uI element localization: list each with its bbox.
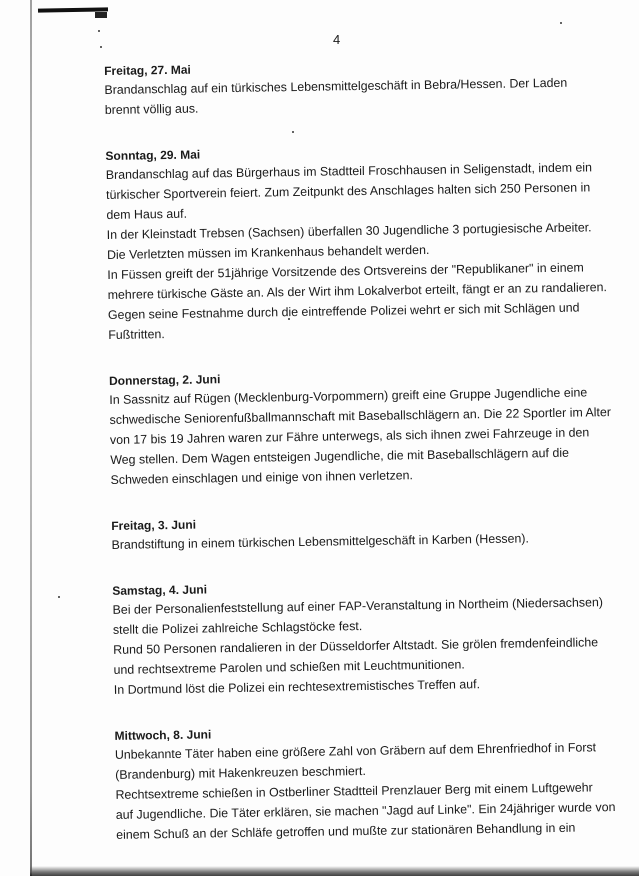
entry-5 (114, 719, 616, 845)
entry-text-line: brennt völlig aus. (104, 101, 199, 117)
entry-text-line: (Brandenburg) mit Hakenkreuzen beschmiert. (115, 763, 366, 782)
entry-4 (112, 574, 604, 700)
entry-text-line: Brandanschlag auf ein türkisches Lebensmittelgeschäft in Bebra/Hessen. Der Laden (104, 75, 568, 97)
entry-text-line: Weg stellen. Dem Wagen entsteigen Jugendliche, die mit Baseballschlägern auf die (110, 445, 570, 467)
entry-date: Donnerstag, 2. Juni (108, 372, 221, 388)
entry-text-line: von 17 bis 19 Jahren waren zur Fähre unterwegs, als sich ihnen zwei Fahrzeuge in den (109, 425, 590, 447)
scan-speck (560, 22, 562, 24)
entry-text-line: dem Haus auf. (106, 206, 188, 222)
entry-text-line: türkischer Sportverein feiert. Zum Zeitpunkt des Anschlages halten sich 250 Personen in (105, 180, 591, 202)
entry-text-line: Fußtritten. (108, 327, 165, 342)
document-body (104, 54, 616, 872)
page-edge-shadow (30, 0, 32, 876)
entry-text-line: Brandstiftung in einem türkischen Lebensmittelgeschäft in Karben (Hessen). (111, 531, 530, 552)
entry-text-line: Rund 50 Personen randalieren in der Düsseldorfer Altstadt. Sie grölen fremdenfeindliche (113, 635, 599, 657)
entry-text-line: mehrere türkische Gäste an. Als der Wirt ihm Lokalverbot erteilt, fängt er an zu randalieren. (107, 280, 608, 302)
scan-speck (58, 596, 60, 598)
entry-text-line: Gegen seine Festnahme durch die eintreffende Polizei wehrt er sich mit Schlägen und (107, 300, 580, 322)
entry-1 (105, 139, 608, 345)
entry-text-line: Unbekannte Täter haben eine größere Zahl von Gräbern auf dem Ehrenfriedhof in Forst (114, 740, 597, 762)
entry-text-line: Rechtsextreme schießen in Ostberliner Stadtteil Prenzlauer Berg mit einem Luftgewehr (115, 780, 593, 802)
entry-3 (111, 509, 602, 555)
entry-text-line: stellt die Polizei zahlreiche Schlagstöcke fest. (112, 619, 363, 637)
entry-date: Samstag, 4. Juni (112, 582, 208, 598)
scan-speck (100, 46, 102, 48)
entry-text-line: In Füssen greift der 51jährige Vorsitzende des Ortsvereins der "Republikaner" in einem (107, 260, 584, 282)
entry-text-line: In der Kleinstadt Trebsen (Sachsen) überfallen 30 Jugendliche 3 portugiesische Arbeiter. (106, 220, 592, 242)
scan-artifact (95, 12, 107, 18)
entry-text-line: und rechtsextreme Parolen und schießen mit Leuchtmunitionen. (113, 657, 465, 677)
entry-2 (108, 364, 612, 490)
entry-date: Sonntag, 29. Mai (105, 147, 201, 163)
entry-0 (104, 54, 595, 120)
entry-text-line: einem Schuß an der Schläfe getroffen und mußte zur stationären Behandlung in ein (116, 820, 576, 842)
entry-date: Freitag, 3. Juni (111, 517, 197, 533)
page-number: 4 (333, 32, 341, 47)
entry-text-line: auf Jugendliche. Die Täter erklären, sie machen "Jagd auf Linke". Ein 24jähriger wurde von (115, 800, 616, 822)
entry-date: Freitag, 27. Mai (104, 62, 191, 78)
entry-text-line: Bei der Personalienfeststellung auf einer FAP-Veranstaltung in Northeim (Niedersachsen) (112, 595, 604, 617)
scan-speck (98, 30, 100, 32)
entry-text-line: Brandanschlag auf das Bürgerhaus im Stadtteil Froschhausen in Seligenstadt, indem ein (105, 160, 593, 182)
entry-text-line: In Dortmund löst die Polizei ein rechtesextremistisches Treffen auf. (113, 677, 481, 697)
entry-date: Mittwoch, 8. Juni (114, 727, 212, 743)
entry-text-line: In Sassnitz auf Rügen (Mecklenburg-Vorpommern) greift eine Gruppe Jugendliche eine (109, 385, 588, 407)
entry-text-line: Schweden einschlagen und einige von ihnen verletzen. (110, 468, 414, 487)
entry-text-line: Die Verletzten müssen im Krankenhaus behandelt werden. (106, 242, 430, 262)
entry-text-line: schwedische Seniorenfußballmannschaft mit Baseballschlägern an. Die 22 Sportler im Alter (109, 405, 612, 427)
